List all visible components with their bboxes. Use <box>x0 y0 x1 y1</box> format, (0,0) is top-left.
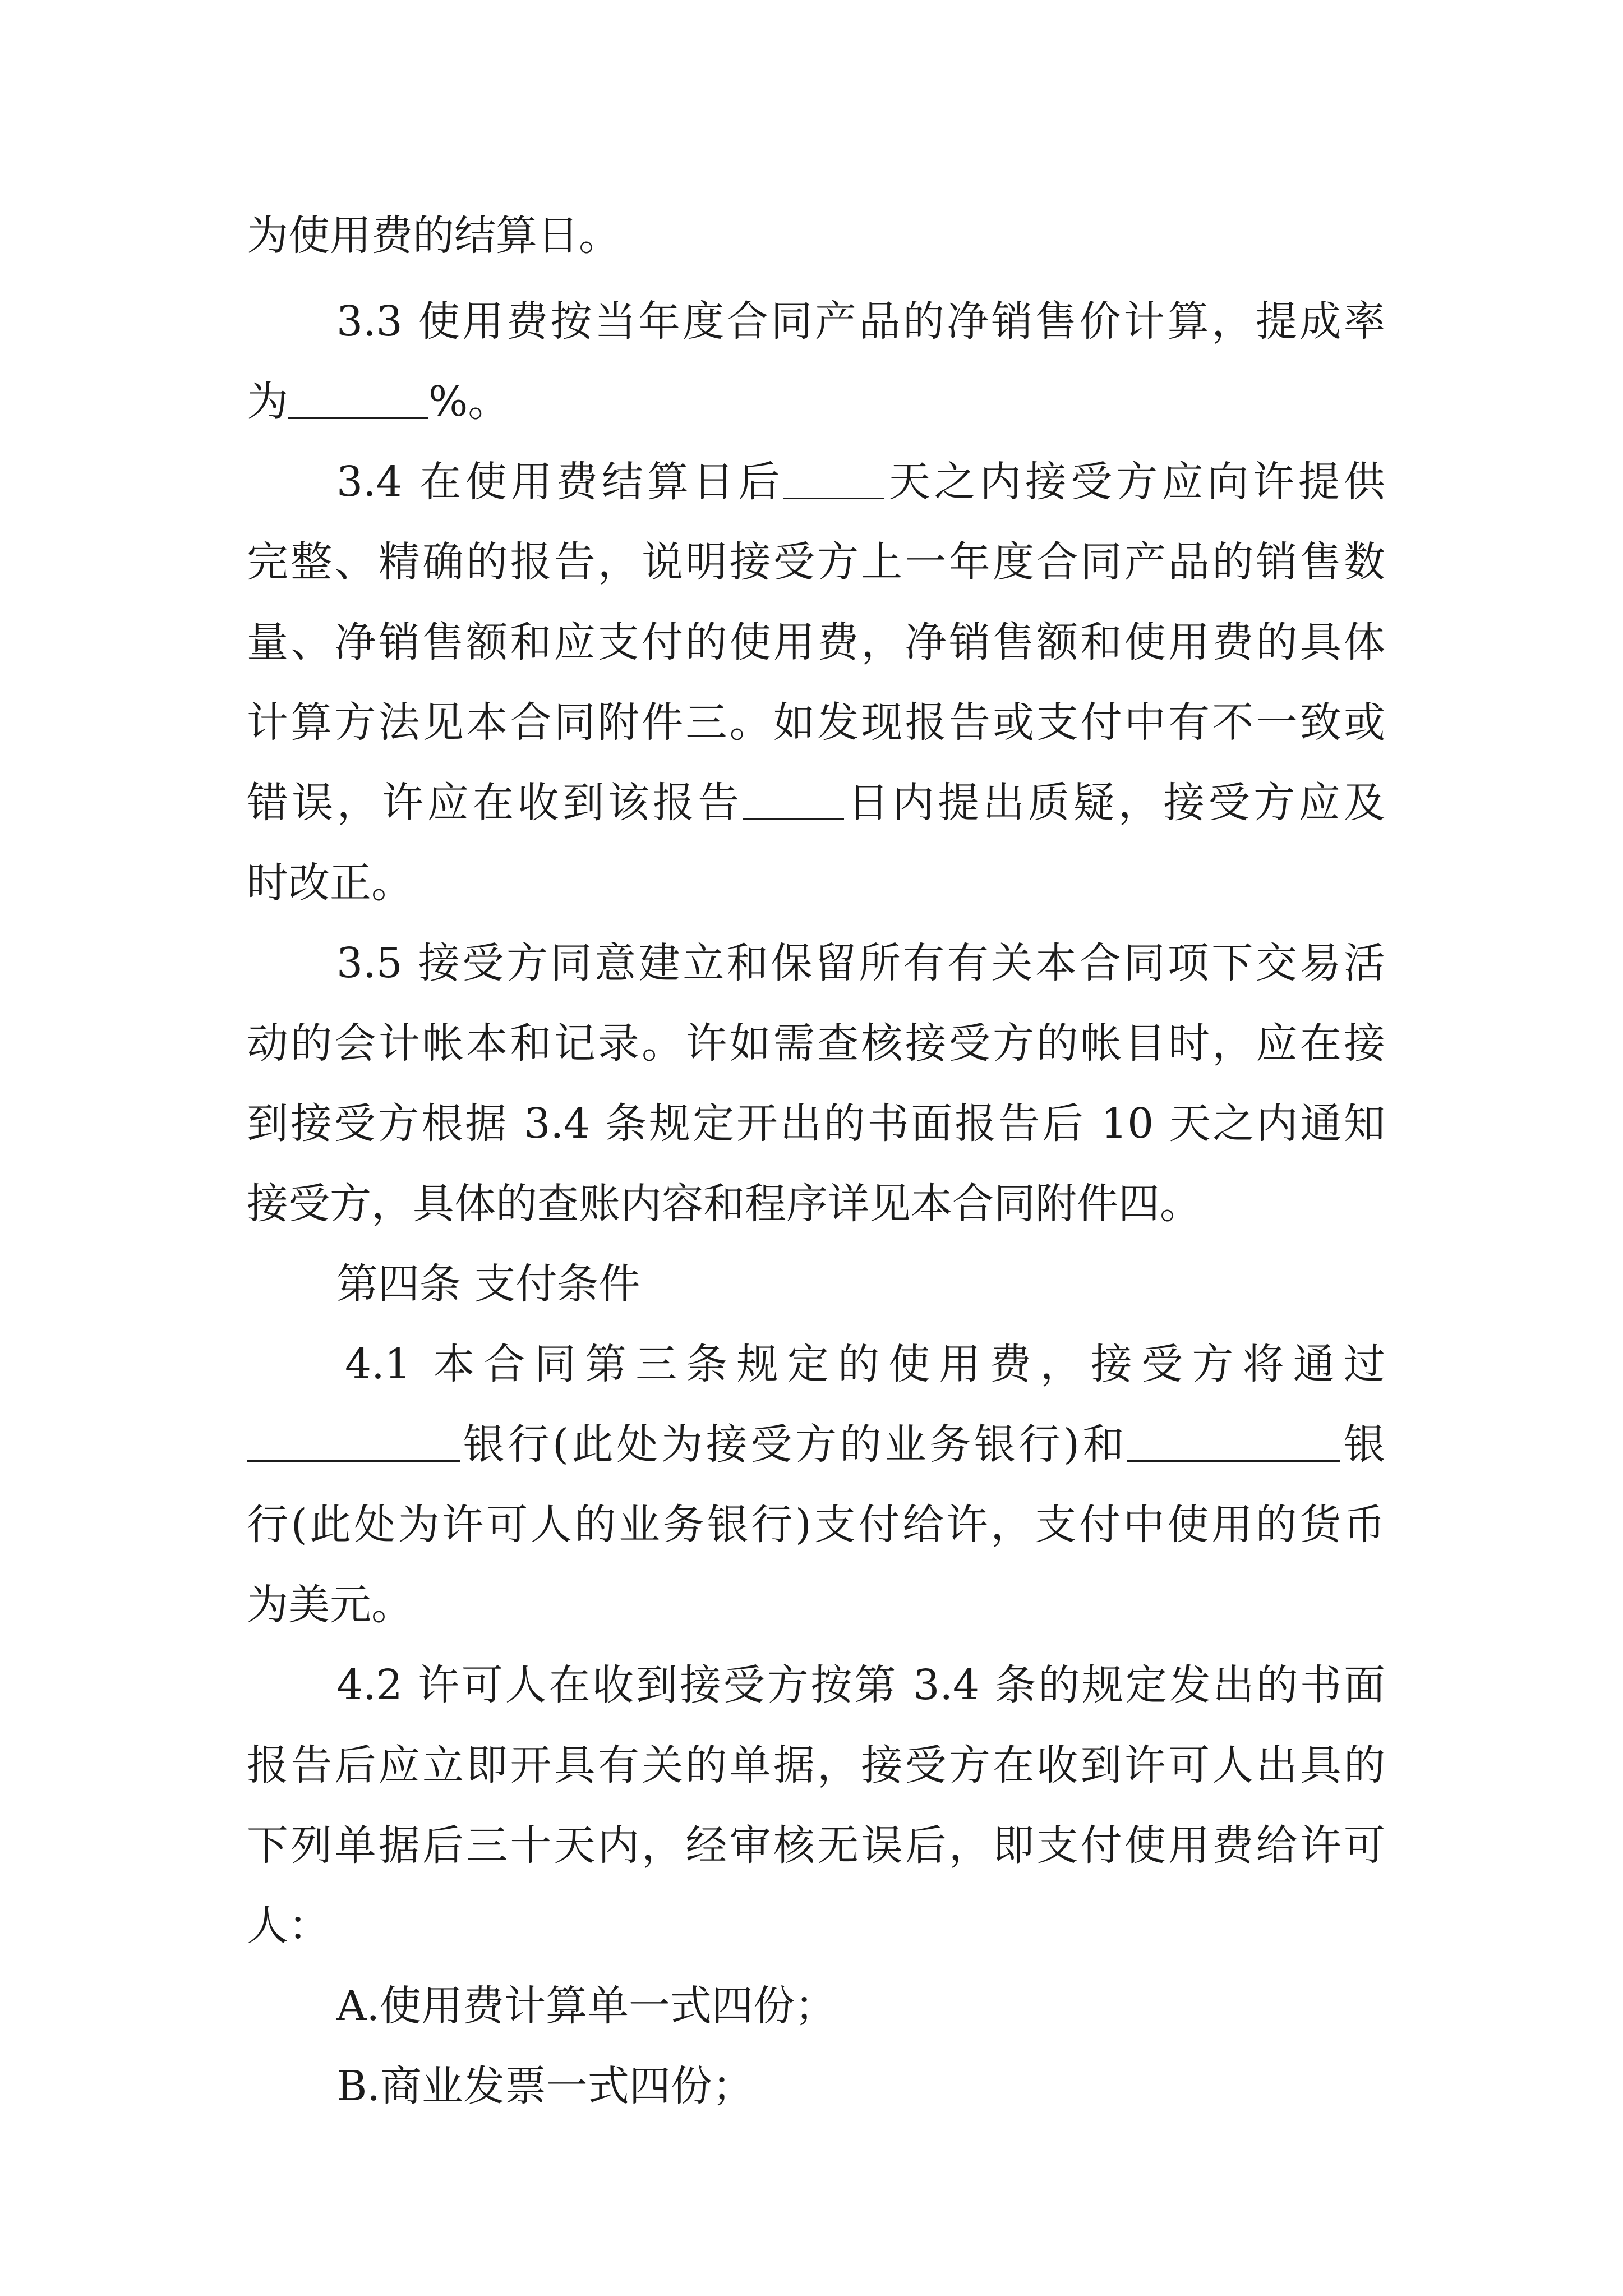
text-line <box>247 844 413 922</box>
clause-4-1-text: 4.1 本合同第三条规定的使用费，接受方将通过 <box>345 1340 1385 1388</box>
clause-4-2-line-1 <box>336 1646 1385 1724</box>
text-line <box>247 1806 1385 1885</box>
paragraph-text: 为美元。 <box>247 1581 413 1629</box>
days-blank <box>743 785 844 820</box>
paragraph-text: 动的会计帐本和记录。许如需查核接受方的帐目时，应在接 <box>247 1019 1385 1068</box>
text-line <box>247 1566 413 1644</box>
clause-3-4-line-1 <box>336 443 1385 521</box>
text-line <box>247 763 1385 842</box>
clause-3-3-line-1 <box>336 282 1385 361</box>
text-line <box>247 196 620 275</box>
rate-blank <box>288 384 428 419</box>
text-line <box>247 1887 330 1965</box>
section-heading <box>336 1245 640 1323</box>
text-fragment: 错误，许应在收到该报告 <box>247 779 743 827</box>
text-fragment: 银行(此处为接受方的业务银行)和 <box>460 1420 1128 1469</box>
list-item <box>336 1967 836 2045</box>
clause-3-3-text: 3.3 使用费按当年度合同产品的净销售价计算，提成率 <box>336 297 1385 346</box>
clause-3-5-text: 3.5 接受方同意建立和保留所有有关本合同项下交易活 <box>336 939 1385 987</box>
list-item-a: A.使用费计算单一式四份； <box>336 1982 836 2030</box>
text-line <box>247 1084 1385 1163</box>
text-fragment: 为 <box>247 378 288 426</box>
paragraph-text: 报告后应立即开具有关的单据，接受方在收到许可人出具的 <box>247 1741 1385 1789</box>
paragraph-text: 完整、精确的报告，说明接受方上一年度合同产品的销售数 <box>247 538 1385 586</box>
text-line <box>247 1165 1201 1243</box>
paragraph-text: 下列单据后三十天内，经审核无误后，即支付使用费给许可 <box>247 1821 1385 1870</box>
text-line <box>247 603 1385 682</box>
days-blank <box>783 464 884 499</box>
text-fragment: %。 <box>428 378 510 426</box>
list-item-b: B.商业发票一式四份； <box>336 2062 754 2110</box>
text-line <box>247 523 1385 601</box>
licensee-bank-blank <box>247 1427 460 1462</box>
text-fragment: 日内提出质疑，接受方应及 <box>843 779 1385 827</box>
text-line <box>247 1004 1385 1083</box>
clause-3-3-line-2 <box>247 362 509 441</box>
paragraph-text: 行(此处为许可人的业务银行)支付给许，支付中使用的货币 <box>247 1501 1385 1549</box>
paragraph-text: 为使用费的结算日。 <box>247 211 620 260</box>
text-line <box>247 1726 1385 1805</box>
licensor-bank-blank <box>1127 1427 1340 1462</box>
clause-4-2-text: 4.2 许可人在收到接受方按第 3.4 条的规定发出的书面 <box>336 1661 1385 1709</box>
clause-4-1-line-2 <box>247 1405 1385 1484</box>
list-item <box>336 2047 754 2125</box>
paragraph-text: 到接受方根据 3.4 条规定开出的书面报告后 10 天之内通知 <box>247 1099 1385 1148</box>
paragraph-text: 量、净销售额和应支付的使用费，净销售额和使用费的具体 <box>247 618 1385 666</box>
text-fragment: 天之内接受方应向许提供 <box>884 458 1385 506</box>
paragraph-text: 计算方法见本合同附件三。如发现报告或支付中有不一致或 <box>247 698 1385 747</box>
clause-3-4-text: 3.4 在使用费结算日后 <box>336 458 784 506</box>
paragraph-text: 人： <box>247 1902 330 1950</box>
text-line <box>247 683 1385 762</box>
clause-4-1-line-1 <box>345 1325 1385 1404</box>
paragraph-text: 时改正。 <box>247 859 413 907</box>
paragraph-text: 接受方，具体的查账内容和程序详见本合同附件四。 <box>247 1180 1201 1228</box>
clause-3-5-line-1 <box>336 924 1385 1002</box>
article-4-heading: 第四条 支付条件 <box>336 1260 640 1308</box>
text-fragment: 银 <box>1340 1420 1385 1469</box>
text-line <box>247 1485 1385 1564</box>
